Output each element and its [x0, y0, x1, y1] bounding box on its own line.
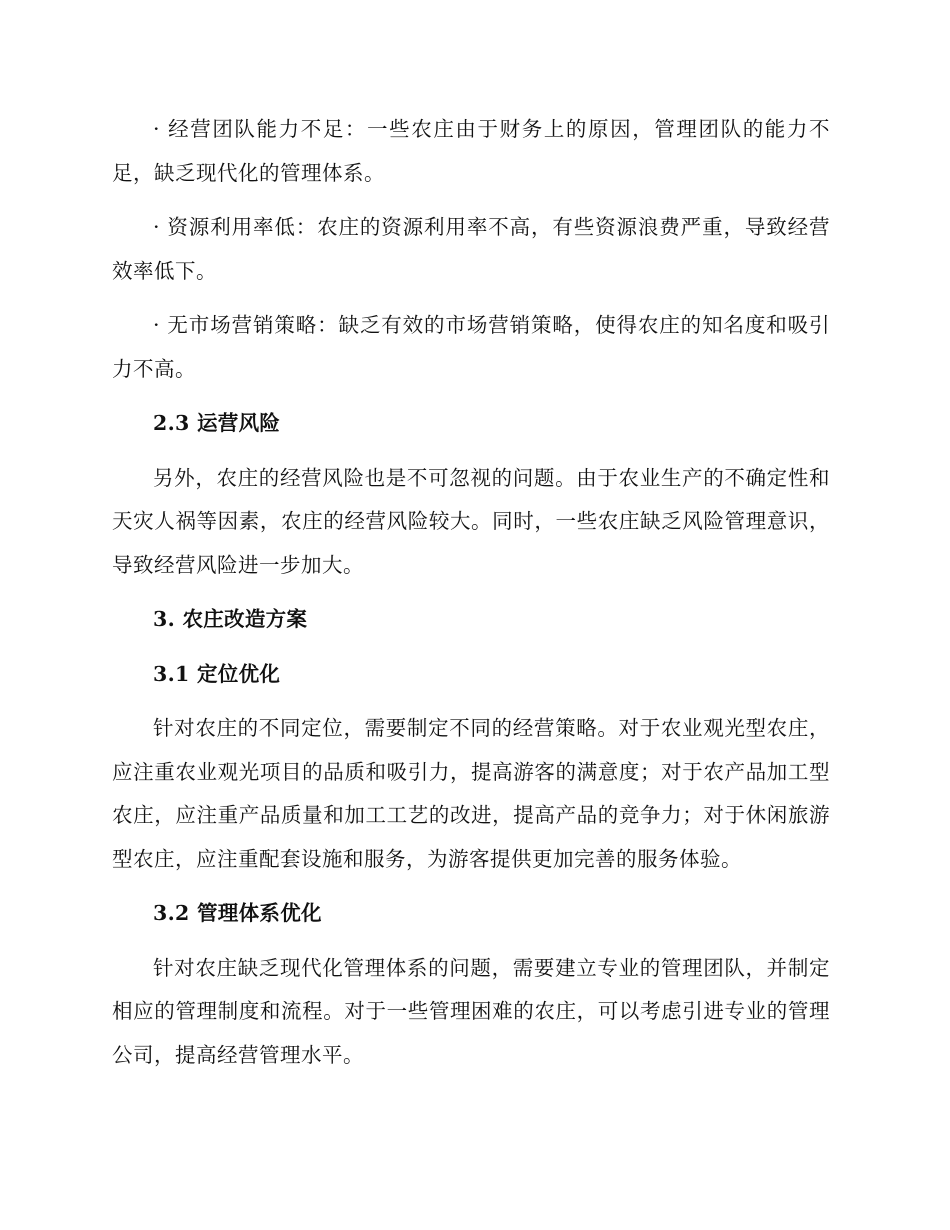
section-heading-3-2: 3.2 管理体系优化	[153, 901, 322, 925]
bullet-team-capability: · 经营团队能力不足：一些农庄由于财务上的原因，管理团队的能力不足，缺乏现代化的管理体系。	[112, 117, 830, 185]
section-heading-3-1: 3.1 定位优化	[153, 661, 281, 686]
section-body-3-2: 针对农庄缺乏现代化管理体系的问题，需要建立专业的管理团队，并制定相应的管理制度和流程。对于一些管理困难的农庄，可以考虑引进专业的管理公司，提高经营管理水平。	[112, 955, 830, 1067]
section-body-3-1: 针对农庄的不同定位，需要制定不同的经营策略。对于农业观光型农庄，应注重农业观光项目的品质和吸引力，提高游客的满意度；对于农产品加工型农庄，应注重产品质量和加工工艺的改进，提高产品的竞争力；对于休闲旅游型农庄，应注重配套设施和服务，为游客提供更加完善的服务体验。	[112, 716, 830, 871]
section-heading-2-3: 2.3 运营风险	[153, 411, 281, 435]
bullet-resource-utilization: · 资源利用率低：农庄的资源利用率不高，有些资源浪费严重，导致经营效率低下。	[112, 215, 830, 283]
section-body-2-3: 另外，农庄的经营风险也是不可忽视的问题。由于农业生产的不确定性和天灾人祸等因素，农庄的经营风险较大。同时，一些农庄缺乏风险管理意识，导致经营风险进一步加大。	[112, 465, 830, 577]
bullet-marketing-strategy: · 无市场营销策略：缺乏有效的市场营销策略，使得农庄的知名度和吸引力不高。	[112, 313, 830, 381]
document-body	[112, 108, 830, 1088]
section-heading-3: 3. 农庄改造方案	[153, 607, 308, 631]
